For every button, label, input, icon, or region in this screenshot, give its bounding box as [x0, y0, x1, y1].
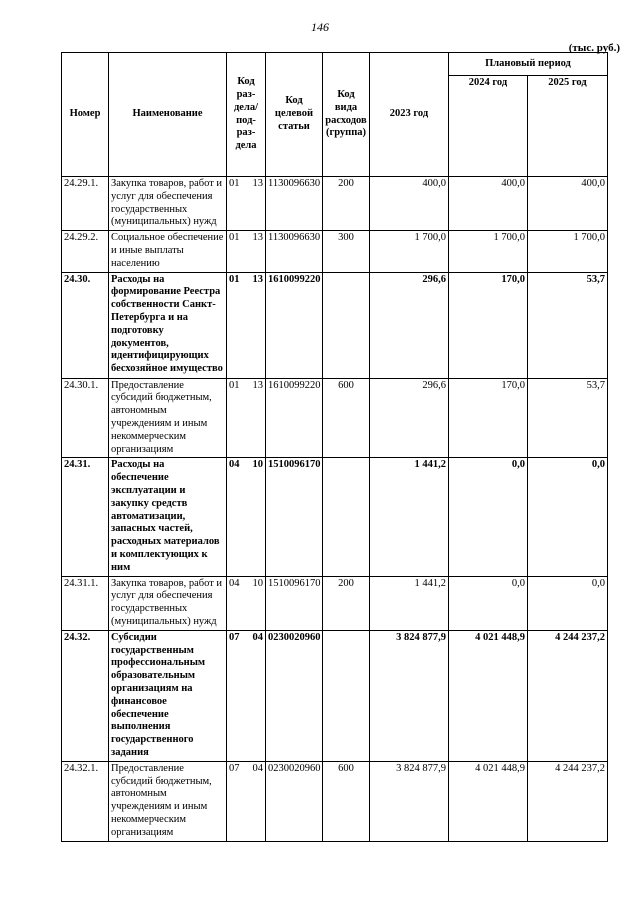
row-section: 01	[229, 273, 240, 285]
row-number: 24.29.1.	[62, 177, 109, 231]
table-row	[62, 231, 608, 272]
row-value-2024: 4 021 448,9	[449, 761, 528, 841]
row-value-2025: 4 244 237,2	[528, 761, 608, 841]
row-subsection: 13	[252, 273, 263, 285]
table-row	[62, 630, 608, 761]
row-expense-type: 300	[323, 231, 370, 272]
row-value-2023: 1 441,2	[370, 458, 449, 576]
row-value-2025: 53,7	[528, 378, 608, 458]
row-subsection: 04	[252, 631, 263, 643]
row-value-2025: 53,7	[528, 272, 608, 378]
row-expense-type	[323, 630, 370, 761]
table-row	[62, 458, 608, 576]
row-name: Расходы на формирование Реестра собственности Санкт-Петербурга и на подготовку документов, идентифицирующих бесхозяйное имущество	[109, 272, 227, 378]
table-row	[62, 378, 608, 458]
row-name: Предоставление субсидий бюджетным, автономным учреждениям и иным некоммерческим организациям	[109, 378, 227, 458]
row-value-2023: 296,6	[370, 272, 449, 378]
row-value-2024: 170,0	[449, 272, 528, 378]
row-number: 24.32.1.	[62, 761, 109, 841]
row-value-2025: 400,0	[528, 177, 608, 231]
table-body	[62, 177, 608, 842]
row-name: Субсидии государственным профессиональным образовательным организациям на финансовое обеспечение выполнения государственного задания	[109, 630, 227, 761]
row-subsection: 13	[252, 379, 263, 391]
row-section: 07	[229, 631, 240, 643]
row-section: 01	[229, 232, 240, 244]
row-target-code: 1510096170	[266, 576, 323, 630]
row-expense-type: 600	[323, 378, 370, 458]
row-target-code: 1510096170	[266, 458, 323, 576]
row-subsection: 13	[252, 178, 263, 189]
table-row	[62, 272, 608, 378]
row-number: 24.29.2.	[62, 231, 109, 272]
row-number: 24.30.1.	[62, 378, 109, 458]
row-number: 24.31.	[62, 458, 109, 576]
row-number: 24.31.1.	[62, 576, 109, 630]
row-expense-type: 600	[323, 761, 370, 841]
row-expense-type	[323, 272, 370, 378]
row-name: Расходы на обеспечение эксплуатации и закупку средств автоматизации, запасных частей, расходных материалов и комплектующих к ним	[109, 458, 227, 576]
row-value-2023: 1 441,2	[370, 576, 449, 630]
row-value-2025: 4 244 237,2	[528, 630, 608, 761]
table-row	[62, 761, 608, 841]
row-value-2023: 3 824 877,9	[370, 761, 449, 841]
row-expense-type: 200	[323, 177, 370, 231]
row-value-2024: 4 021 448,9	[449, 630, 528, 761]
row-subsection: 10	[252, 577, 263, 589]
row-section-code	[227, 761, 266, 841]
row-value-2023: 400,0	[370, 177, 449, 231]
header-target-code: Код целевой статьи	[266, 53, 323, 177]
row-name: Социальное обеспечение и иные выплаты населению	[109, 231, 227, 272]
row-section-code	[227, 378, 266, 458]
row-section-code	[227, 177, 266, 231]
row-name: Закупка товаров, работ и услуг для обеспечения государственных (муниципальных) нужд	[109, 177, 227, 231]
row-section-code	[227, 576, 266, 630]
row-value-2023: 1 700,0	[370, 231, 449, 272]
row-target-code: 0230020960	[266, 761, 323, 841]
row-value-2025: 0,0	[528, 458, 608, 576]
header-name: Наименование	[109, 53, 227, 177]
header-year-2024: 2024 год	[449, 76, 528, 177]
table-row	[62, 177, 608, 231]
row-number: 24.32.	[62, 630, 109, 761]
row-subsection: 04	[252, 762, 263, 774]
page-number: 146	[311, 20, 329, 34]
row-expense-type	[323, 458, 370, 576]
row-target-code: 0230020960	[266, 630, 323, 761]
row-section: 04	[229, 459, 240, 471]
row-section: 07	[229, 762, 240, 774]
row-section-code	[227, 272, 266, 378]
row-target-code: 1610099220	[266, 378, 323, 458]
row-subsection: 10	[252, 459, 263, 471]
row-expense-type: 200	[323, 576, 370, 630]
header-number: Номер	[62, 53, 109, 177]
row-section-code	[227, 231, 266, 272]
table-header	[62, 53, 608, 177]
row-value-2024: 0,0	[449, 576, 528, 630]
row-name: Закупка товаров, работ и услуг для обеспечения государственных (муниципальных) нужд	[109, 576, 227, 630]
row-section: 04	[229, 577, 240, 589]
row-target-code: 1130096630	[266, 177, 323, 231]
budget-table	[61, 52, 608, 842]
row-number: 24.30.	[62, 272, 109, 378]
header-section-code: Код раз-дела/ под-раз-дела	[227, 53, 266, 177]
row-value-2023: 296,6	[370, 378, 449, 458]
row-section: 01	[229, 178, 240, 189]
row-value-2024: 400,0	[449, 177, 528, 231]
header-expense-type-code: Код вида расходов (группа)	[323, 53, 370, 177]
units-label: (тыс. руб.)	[568, 42, 620, 54]
row-subsection: 13	[252, 232, 263, 244]
row-section-code	[227, 458, 266, 576]
row-target-code: 1130096630	[266, 231, 323, 272]
row-section-code	[227, 630, 266, 761]
row-section: 01	[229, 379, 240, 391]
header-year-2025: 2025 год	[528, 76, 608, 177]
header-planned-period: Плановый период	[449, 53, 608, 76]
row-target-code: 1610099220	[266, 272, 323, 378]
row-value-2025: 0,0	[528, 576, 608, 630]
row-value-2025: 1 700,0	[528, 231, 608, 272]
row-value-2024: 170,0	[449, 378, 528, 458]
table-row	[62, 576, 608, 630]
row-value-2024: 0,0	[449, 458, 528, 576]
row-value-2023: 3 824 877,9	[370, 630, 449, 761]
row-value-2024: 1 700,0	[449, 231, 528, 272]
header-year-2023: 2023 год	[370, 53, 449, 177]
row-name: Предоставление субсидий бюджетным, автономным учреждениям и иным некоммерческим организациям	[109, 761, 227, 841]
